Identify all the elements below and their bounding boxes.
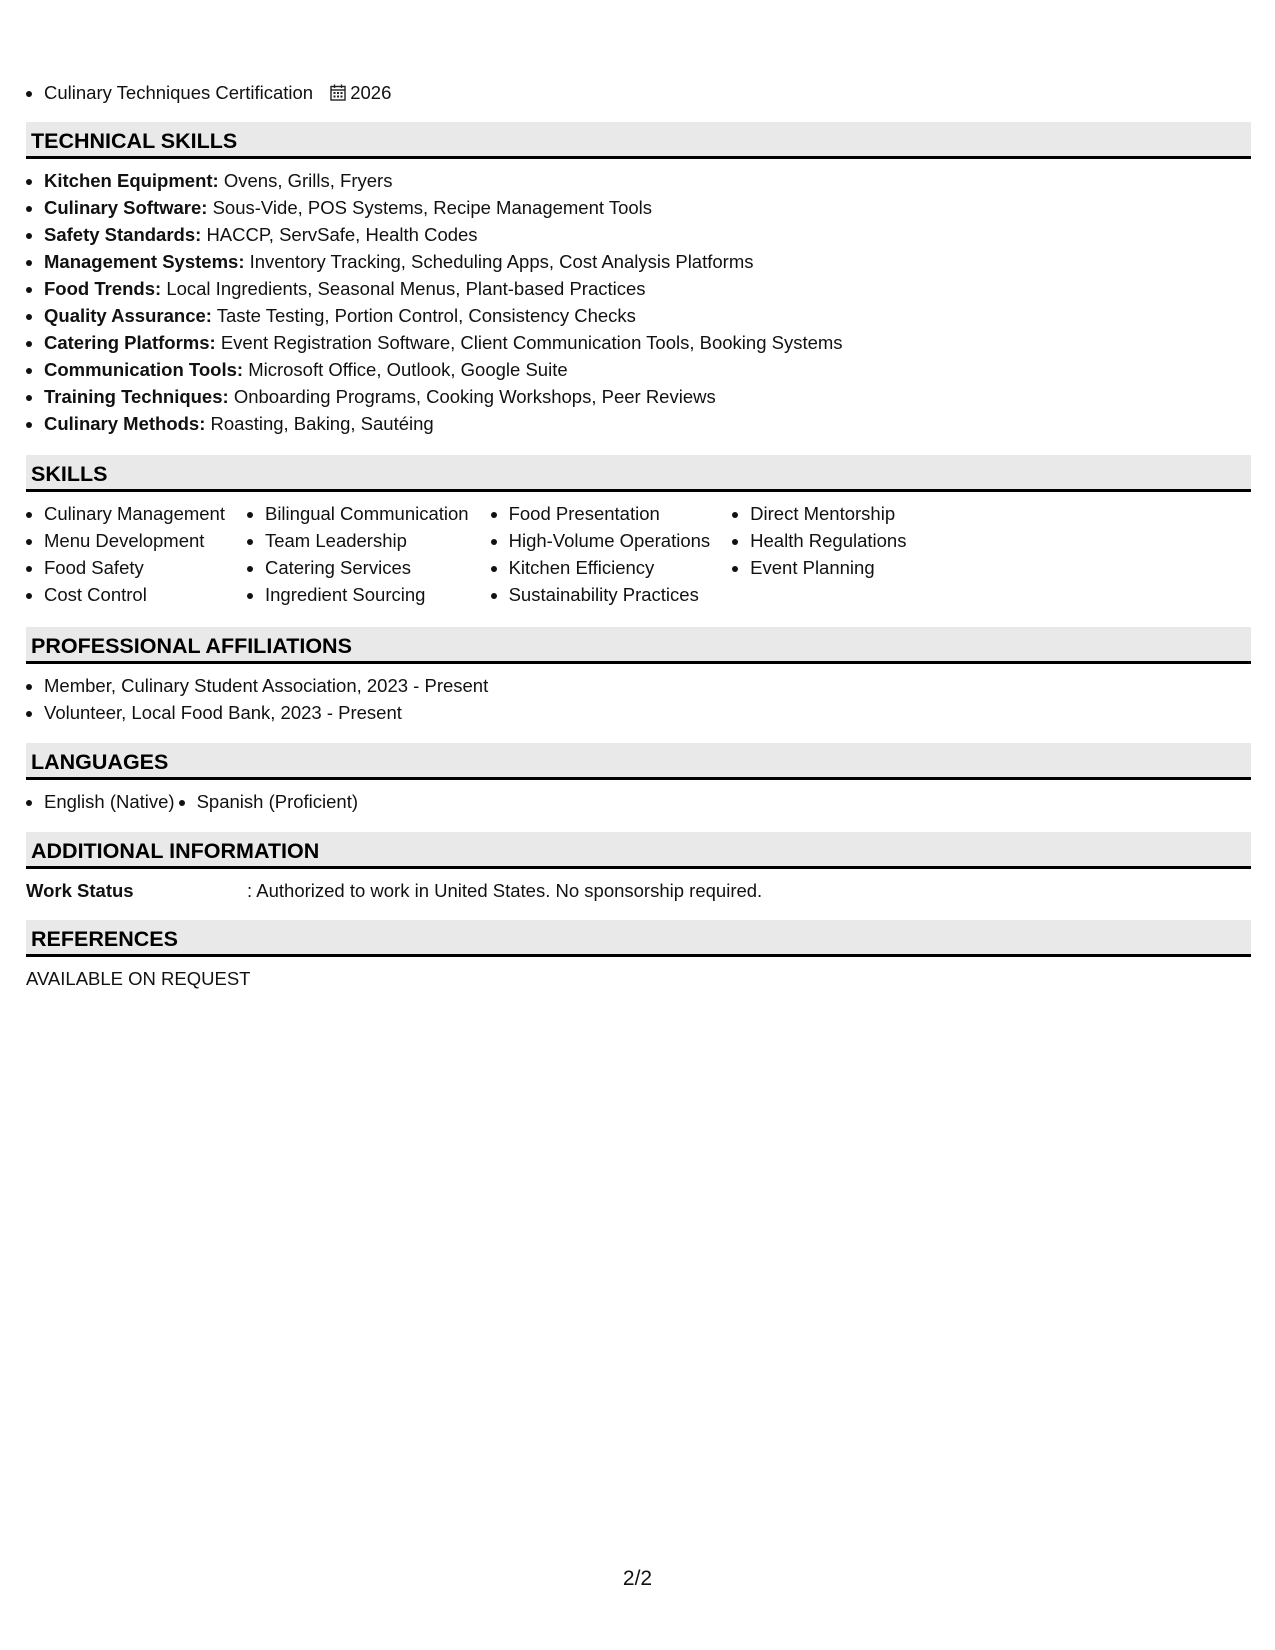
- list-item: [44, 221, 843, 248]
- list-item: • Ingredient Sourcing: [265, 581, 469, 608]
- list-item: [44, 383, 843, 410]
- skill-category: Management Systems:: [44, 251, 245, 272]
- list-item: • Food Presentation: [509, 500, 711, 527]
- certification-list: [26, 79, 391, 108]
- list-item: • Bilingual Communication: [265, 500, 469, 527]
- list-item: • Kitchen Efficiency: [509, 554, 711, 581]
- languages-heading: LANGUAGES: [26, 743, 1251, 780]
- list-item: • Sustainability Practices: [509, 581, 711, 608]
- skill-category: Kitchen Equipment:: [44, 170, 219, 191]
- work-status-label: Work Status: [26, 880, 134, 901]
- list-item: [44, 329, 843, 356]
- skill-category: Communication Tools:: [44, 359, 244, 380]
- references-text: AVAILABLE ON REQUEST: [26, 968, 251, 989]
- technical-skills-list: [26, 167, 843, 437]
- certification-item: [44, 79, 391, 108]
- skills-column: [491, 500, 711, 608]
- page-number: 2/2: [622, 1567, 653, 1590]
- list-item: • Health Regulations: [750, 527, 906, 554]
- skill-category: Quality Assurance:: [44, 305, 212, 326]
- list-item: • Menu Development: [44, 527, 225, 554]
- additional-info-heading: ADDITIONAL INFORMATION: [26, 832, 1251, 869]
- skill-category: Safety Standards:: [44, 224, 202, 245]
- list-item: • Food Safety: [44, 554, 225, 581]
- technical-skills-section: [26, 167, 843, 437]
- list-item: • Spanish (Proficient): [197, 788, 358, 815]
- skill-values: Ovens, Grills, Fryers: [223, 170, 393, 191]
- skill-category: Culinary Methods:: [44, 413, 206, 434]
- skill-category: Food Trends:: [44, 278, 162, 299]
- skills-column: [26, 500, 225, 608]
- list-item: [44, 167, 843, 194]
- list-item: • Catering Services: [265, 554, 469, 581]
- skills-column: [732, 500, 906, 608]
- languages-section: [26, 788, 380, 815]
- references-heading: REFERENCES: [26, 920, 1251, 957]
- list-item: [44, 194, 843, 221]
- list-item: • English (Native): [44, 788, 175, 815]
- list-item: • Member, Culinary Student Association, 2023 - Present: [44, 672, 488, 699]
- skill-values: Inventory Tracking, Scheduling Apps, Cost Analysis Platforms: [249, 251, 754, 272]
- certification-name: Culinary Techniques Certification: [44, 82, 314, 103]
- list-item: • Event Planning: [750, 554, 906, 581]
- skill-category: Culinary Software:: [44, 197, 208, 218]
- skill-category: Catering Platforms:: [44, 332, 216, 353]
- skill-category: Training Techniques:: [44, 386, 229, 407]
- skills-column: [247, 500, 469, 608]
- list-item: • High-Volume Operations: [509, 527, 711, 554]
- skill-values: Sous-Vide, POS Systems, Recipe Management Tools: [212, 197, 653, 218]
- list-item: [44, 275, 843, 302]
- list-item: • Direct Mentorship: [750, 500, 906, 527]
- skills-section: [26, 500, 928, 608]
- calendar-icon: [330, 81, 346, 108]
- skills-heading: SKILLS: [26, 455, 1251, 492]
- affiliations-heading: PROFESSIONAL AFFILIATIONS: [26, 627, 1251, 664]
- list-item: [44, 356, 843, 383]
- certification-year: 2026: [350, 82, 392, 103]
- list-item: • Volunteer, Local Food Bank, 2023 - Present: [44, 699, 488, 726]
- list-item: • Team Leadership: [265, 527, 469, 554]
- work-status-value: : Authorized to work in United States. No sponsorship required.: [247, 880, 763, 901]
- list-item: [44, 410, 843, 437]
- list-item: • Culinary Management: [44, 500, 225, 527]
- skill-values: Roasting, Baking, Sautéing: [210, 413, 434, 434]
- affiliations-section: [26, 672, 488, 726]
- list-item: [44, 302, 843, 329]
- skill-values: Taste Testing, Portion Control, Consistency Checks: [216, 305, 636, 326]
- skill-values: Onboarding Programs, Cooking Workshops, Peer Reviews: [233, 386, 716, 407]
- skill-values: Event Registration Software, Client Communication Tools, Booking Systems: [220, 332, 843, 353]
- technical-skills-heading: TECHNICAL SKILLS: [26, 122, 1251, 159]
- list-item: • Cost Control: [44, 581, 225, 608]
- skill-values: Microsoft Office, Outlook, Google Suite: [248, 359, 568, 380]
- skill-values: HACCP, ServSafe, Health Codes: [206, 224, 478, 245]
- work-status-row: [26, 877, 762, 904]
- list-item: [44, 248, 843, 275]
- skill-values: Local Ingredients, Seasonal Menus, Plant-based Practices: [166, 278, 646, 299]
